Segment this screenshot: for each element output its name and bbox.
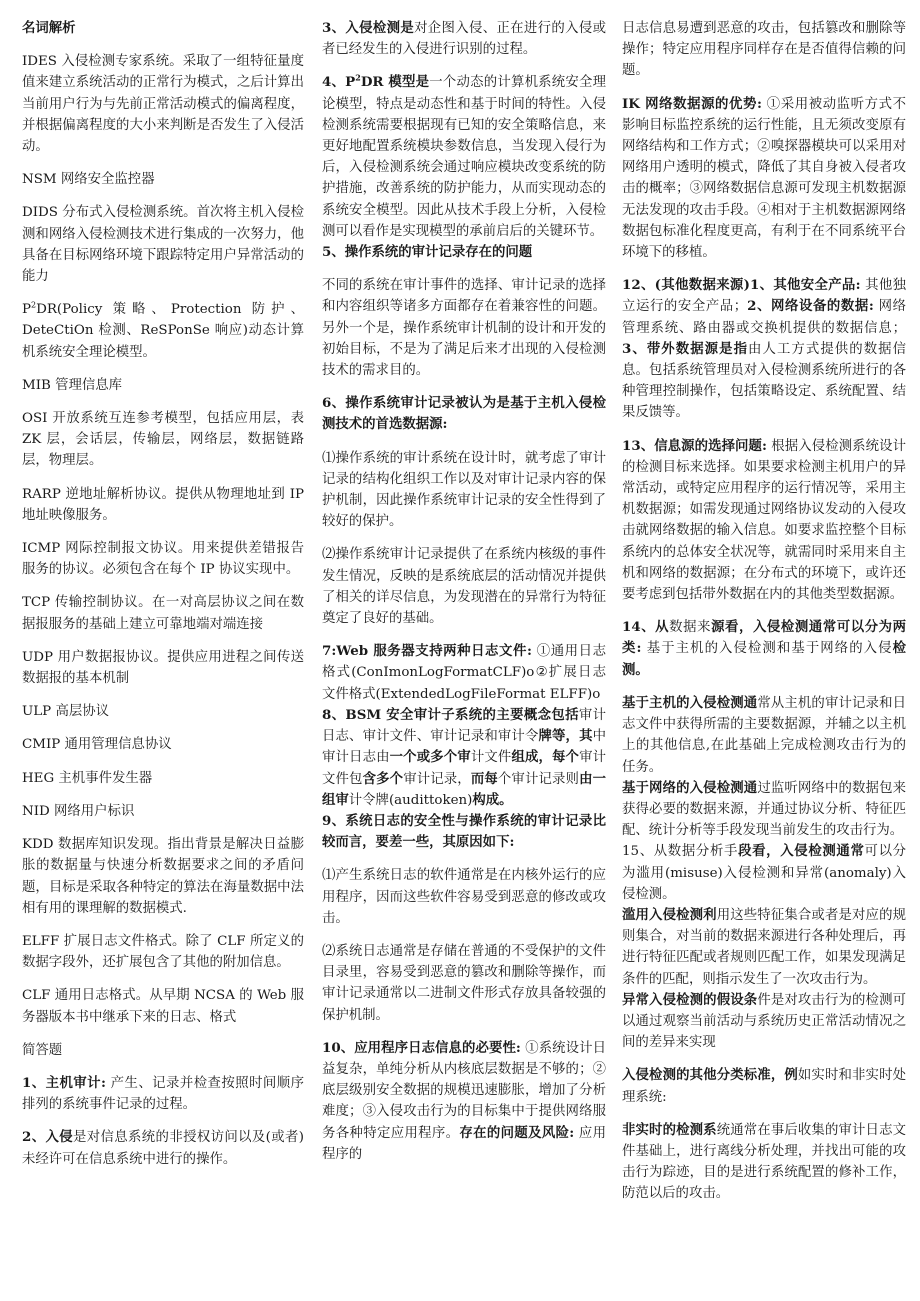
other-classification: 入侵检测的其他分类标准，例如实时和非实时处理系统: (622, 1067, 907, 1105)
answer-15: 15、从数据分析手段看，入侵检测通常可以分为滥用(misuse)入侵检测和异常(anomaly)入侵检测。 (622, 843, 907, 902)
answer-15-misuse: 滥用入侵检测利用这些特征集合或者是对应的规则集合，对当前的数据来源进行各种处理后，再进行特征匹配或者规则匹配工作，如果发现满足条件的匹配，则指示发生了一次攻击行为。 (622, 906, 907, 987)
term-cmip: CMIP 通用管理信息协议 (22, 737, 172, 753)
column-middle (322, 18, 606, 1177)
answer-5-text: 不同的系统在审计事件的选择、审计记录的选择和内容组织等诸多方面都存在着兼容性的问题。另外一个是，操作系统审计机制的设计和开发的初始目标，不是为了满足后来才出现的入侵检测技术的需求目的。 (322, 278, 606, 379)
term-nid: NID 网络用户标识 (22, 803, 135, 819)
answer-1: 1、主机审计: 产生、记录并检查按照时间顺序排列的系统事件记录的过程。 (22, 1074, 304, 1113)
answer-6-point-1: ⑴操作系统的审计系统在设计时，就考虑了审计记录的结构化组织工作以及对审计记录内容的保护机制，因此操作系统审计记录的安全性得到了较好的保护。 (322, 450, 606, 530)
answer-9-heading: 9、系统日志的安全性与操作系统的审计记录比较而言，要差一些，其原因如下: (322, 812, 606, 851)
answer-6-point-2: ⑵操作系统审计记录提供了在系统内核级的事件发生情况，反映的是系统底层的活动情况并提供了相关的详尽信息，为发现潜在的异常行为特征奠定了良好的基础。 (322, 547, 606, 627)
answer-11: IK 网络数据源的优势: ①采用被动监听方式不影响目标监控系统的运行性能，且无须改变原有网络结构和工作方式；②嗅探器模块可以采用对网络用户透明的模式，降低了其自身被入侵者攻击的概率；③网络数据信息源可发现主机数据源无法发现的攻击手段。④相对于主机数据源网络数据包标准化程度更高，有利于在不同系统平台环境下的移植。 (622, 95, 906, 261)
answer-14: 14、从数据来源看，入侵检测通常可以分为两类: 基于主机的入侵检测和基于网络的入侵检测。 (622, 619, 907, 678)
answer-3: 3、入侵检测是对企图入侵、正在进行的入侵或者已经发生的入侵进行识别的过程。 (322, 20, 606, 58)
answer-12: 12、(其他数据来源)1、其他安全产品: 其他独立运行的安全产品；2、网络设备的数据: 网络管理系统、路由器或交换机提供的数据信息；3、带外数据源是指由人工方式提供的数据信息。包括系统管理员对入侵检测系统所进行的各种管理控制操作，包括策略设定、系统配置、结果反馈等。 (622, 277, 907, 421)
answer-6-heading: 6、操作系统审计记录被认为是基于主机入侵检测技术的首选数据源: (322, 395, 606, 433)
answer-9-point-2: ⑵系统日志通常是存储在普通的不受保护的文件目录里，容易受到恶意的篡改和删除等操作，而审计记录通常以二进制文件形式存放具备较强的保护机制。 (322, 943, 606, 1023)
answer-9-point-1: ⑴产生系统日志的软件通常是在内核外运行的应用程序，因而这些软件容易受到恶意的修改或攻击。 (322, 868, 606, 926)
term-clf: CLF 通用日志格式。从早期 NCSA 的 Web 服务器版本书中继承下来的日志、格式 (22, 988, 304, 1025)
answer-4: 4、$P^2DR$ 模型是一个动态的计算机系统安全理论模型，特点是动态性和基于时间的特性。入侵检测系统需要根据现有已知的安全策略信息，来更好地配置系统模块参数信息，当发现入侵行为后，入侵检测系统会通过响应模块改变系统的防护措施，改善系统的防护能力，从而实现动态的系统安全模型。因此从技术手段上分析，入侵检测可以看作是实现模型的承前启后的关键环节。 (322, 72, 607, 239)
answer-10-continued: 日志信息易遭到恶意的攻击，包括篡改和删除等操作；特定应用程序同样存在是否值得信赖的问题。 (622, 21, 906, 79)
term-rarp: RARP 逆地址解析协议。提供从物理地址到 IP 地址映像服务。 (22, 486, 304, 523)
term-udp: UDP 用户数据报协议。提供应用进程之间传送数据报的基本机制 (22, 649, 304, 687)
term-nsm: NSM 网络安全监控器 (22, 172, 155, 188)
term-p2dr: $P^2DR(Policy$ 策略、Protection 防护、DeteCtiOn 检测、ReSPonSe 响应)动态计算机系统安全理论模型。 (22, 300, 304, 360)
answer-14-network: 基于网络的入侵检测通过监听网络中的数据包来获得必要的数据来源，并通过协议分析、特征匹配、统计分析等手段发现当前发生的攻击行为。 (622, 779, 907, 839)
answer-5-heading: 5、操作系统的审计记录存在的问题 (322, 244, 533, 261)
section-heading-terms: 名词解析 (22, 20, 76, 36)
term-kdd: KDD 数据库知识发现。指出背景是解决日益膨胀的数据量与快速分析数据要求之间的矛盾问题，目标是采取各种特定的算法在海量数据中法相有用的课理解的数据模式. (22, 837, 304, 916)
answer-14-host: 基于主机的入侵检测通常从主机的审计记录和日志文件中获得所需的主要数据源，并辅之以主机上的其他信息,在此基础上完成检测攻击行为的任务。 (622, 694, 907, 775)
non-realtime-detection: 非实时的检测系统通常在事后收集的审计日志文件基础上，进行离线分析处理，并找出可能的攻击行为踪迹，目的是进行系统配置的修补工作，防范以后的攻击。 (622, 1121, 907, 1202)
term-tcp: TCP 传输控制协议。在一对高层协议之间在数据报服务的基础上建立可靠地端对端连接 (22, 595, 304, 632)
answer-10: 10、应用程序日志信息的必要性: ①系统设计日益复杂，单纯分析从内核底层数据是不够的；②底层级别安全数据的规模迅速膨胀，增加了分析难度；③入侵攻击行为的目标集中于提供网络服务各种特定应用程序。存在的问题及风险: 应用程序的 (322, 1039, 606, 1162)
term-ulp: ULP 高层协议 (22, 704, 110, 720)
column-right (622, 18, 906, 1217)
answer-2: 2、入侵是对信息系统的非授权访问以及(或者)未经许可在信息系统中进行的操作。 (22, 1129, 304, 1167)
term-ides: IDES 入侵检测专家系统。采取了一组特征量度值来建立系统活动的正常行为模式，之后计算出当前用户行为与先前正常活动模式的偏离程度，并根据偏离程度的大小来判断是否发生了入侵活动。 (22, 54, 304, 155)
column-left (22, 18, 304, 1182)
answer-15-anomaly: 异常入侵检测的假设条件是对攻击行为的检测可以通过观察当前活动与系统历史正常活动情况之间的差异来实现 (622, 991, 907, 1051)
answer-7: 7:Web 服务器支持两种日志文件: ①通用日志格式(ConImonLogFormatCLF)o②扩展日志文件格式(ExtendedLogFileFormat ELFF)o (322, 643, 606, 702)
term-osi: OSI 开放系统互连参考模型，包括应用层，表 ZK 层，会话层，传输层，网络层，数据链路层，物理层。 (22, 411, 304, 469)
term-dids: DIDS 分布式入侵检测系统。首次将主机入侵检测和网络入侵检测技术进行集成的一次努力，他具备在目标网络环境下跟踪特定用户异常活动的能力 (22, 205, 304, 285)
answer-13: 13、信息源的选择问题: 根据入侵检测系统设计的检测目标来选择。如果要求检测主机用户的异常活动，或特定应用程序的运行情况等，采用主机数据源；如需发现通过网络协议发动的入侵攻击就网络数据的输入信息。如要求监控整个目标系统内的总体安全状况等，就需同时采用来自主机和网络的数据源；在分布式的环境下，或许还要考虑到包括带外数据在内的其他类型数据源。 (622, 437, 906, 603)
term-mib: MIB 管理信息库 (22, 377, 123, 393)
term-icmp: ICMP 网际控制报文协议。用来提供差错报告服务的协议。必须包含在每个 IP 协议实现中。 (22, 541, 304, 578)
term-heg: HEG 主机事件发生器 (22, 770, 153, 786)
section-heading-short-answer: 简答题 (22, 1042, 63, 1058)
answer-8: 8、BSM 安全审计子系统的主要概念包括审计日志、审计文件、审计记录和审计令牌等，其中审计日志由一个或多个审计文件组成，每个审计文件包含多个审计记录，而每个审计记录则由一组审计令牌(audittoken)构成。 (322, 706, 607, 808)
term-elff: ELFF 扩展日志文件格式。除了 CLF 所定义的数据字段外，还扩展包含了其他的附加信息。 (22, 933, 304, 971)
